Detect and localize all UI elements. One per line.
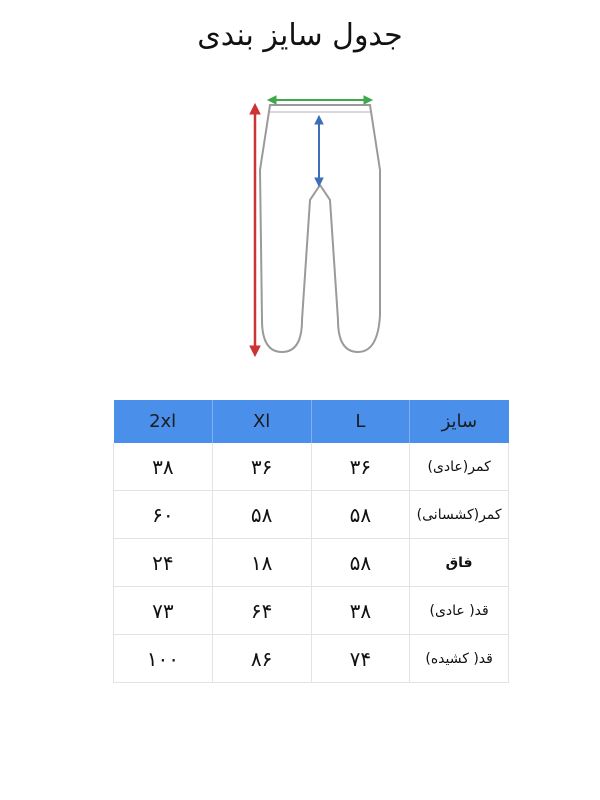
header-2xl: 2xl	[114, 400, 213, 443]
pants-diagram	[230, 90, 390, 360]
cell-xl: ۵۸	[212, 491, 311, 539]
cell-l: ۳۸	[311, 587, 410, 635]
table-row	[114, 443, 509, 491]
page-title: جدول سایز بندی	[197, 18, 403, 53]
cell-2xl: ۷۳	[114, 587, 213, 635]
cell-2xl: ۳۸	[114, 443, 213, 491]
cell-l: ۵۸	[311, 491, 410, 539]
row-label-length-normal: قد( عادی)	[410, 587, 509, 635]
cell-xl: ۱۸	[212, 539, 311, 587]
table-row	[114, 491, 509, 539]
header-l: L	[311, 400, 410, 443]
row-label-length-stretched: قد( کشیده)	[410, 635, 509, 683]
cell-l: ۷۴	[311, 635, 410, 683]
row-label-waist-stretch: کمر(کشسانی)	[410, 491, 509, 539]
table-row	[114, 635, 509, 683]
cell-l: ۳۶	[311, 443, 410, 491]
row-label-waist-normal: کمر(عادی)	[410, 443, 509, 491]
cell-xl: ۳۶	[212, 443, 311, 491]
table-header-row	[114, 400, 509, 443]
size-table	[113, 400, 509, 683]
cell-2xl: ۱۰۰	[114, 635, 213, 683]
cell-2xl: ۶۰	[114, 491, 213, 539]
header-xl: Xl	[212, 400, 311, 443]
row-label-rise: فاق	[410, 539, 509, 587]
length-arrow	[250, 104, 260, 356]
header-size: سایز	[410, 400, 509, 443]
waist-arrow	[268, 96, 372, 104]
cell-2xl: ۲۴	[114, 539, 213, 587]
cell-l: ۵۸	[311, 539, 410, 587]
table-row	[114, 587, 509, 635]
cell-xl: ۶۴	[212, 587, 311, 635]
rise-arrow	[315, 116, 323, 186]
cell-xl: ۸۶	[212, 635, 311, 683]
table-row	[114, 539, 509, 587]
